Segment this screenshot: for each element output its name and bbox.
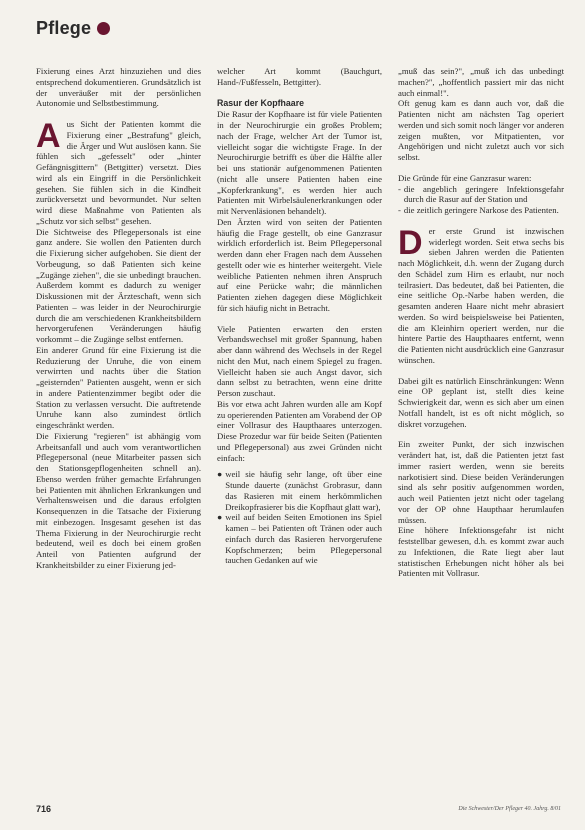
drop-cap-letter: D	[398, 223, 423, 262]
bullet-text: weil sie häufig sehr lange, oft über eine Stunde dauerte (zunächst Grobrasur, dann das Rasieren mit einem herkömmlichen Dreikopfrasierer bis die Kopfhaut glatt war),	[225, 469, 382, 512]
paragraph: Die Sichtweise des Pflegepersonals ist eine ganz andere. Sie wollen den Patienten durch die Fixierung sicher aufgehoben. Sie dient der Vorbeugung, so daß Patienten sich keine „Zugänge ziehen", die sie unbedingt brauchen. Außerdem kommt es dadurch zu weniger Diskussionen mit der Ärzteschaft, wenn sich Patienten – was leider in der Neurochirurgie durch die am verschiedenen Krankheitsbildern hervorgerufenen Veränderungen häufig vorkommt – die Zugänge selbst entfernen.	[36, 226, 201, 344]
paragraph: Bis vor etwa acht Jahren wurden alle am Kopf zu operierenden Patienten am Vorabend der OP einer Vollrasur des Haupthaares unterzogen. Diese Prozedur war für beide Seiten (Patienten und Pflegepersonal) aus zwei Gründen nicht einfach:	[217, 398, 382, 463]
paragraph: „muß das sein?", „muß ich das unbedingt machen?", „hoffentlich passiert mir das nicht auch einmal!".	[398, 66, 564, 98]
section-header	[36, 15, 110, 41]
bullet-item	[217, 512, 382, 566]
text-column-2	[217, 66, 382, 566]
paragraph: Den Ärzten wird von seiten der Patienten häufig die Frage gestellt, ob eine Ganzrasur wirklich erforderlich ist. Beim Pflegepersonal werden dann eher Fragen nach dem Aussehen gestellt oder wie es hinterher weitergeht. Viele weibliche Patienten nehmen ihren Anspruch auf eine Perücke wahr; die männlichen Patienten ziehen dagegen diese Möglichkeit für sich häufig nicht in Betracht.	[217, 216, 382, 313]
bullet-item	[217, 469, 382, 512]
dash-icon: -	[398, 205, 401, 215]
paragraph: Viele Patienten erwarten den ersten Verbandswechsel mit großer Spannung, haben aber dann während des Wechsels in der Regel nicht den Mut, nach einem Spiegel zu fragen. Vielleicht haben sie auch Angst davor, sich dann selbst zu betrachten, wenn eine dritte Person zuschaut.	[217, 323, 382, 398]
list-item	[398, 184, 564, 206]
dash-icon: -	[398, 183, 401, 194]
list-item-text: die angeblich geringere Infektionsgefahr durch die Rasur auf der Station und	[403, 183, 564, 205]
bullet-text: weil auf beiden Seiten Emotionen ins Spiel kamen – bei Patienten oft Tränen oder auch einfach durch das Rasieren hervorgerufene Kopfschmerzen; beim Pflegepersonal tauchen Gedanken auf wie	[225, 512, 382, 566]
section-title: Pflege	[36, 17, 92, 38]
paragraph: Eine höhere Infektionsgefahr ist nicht feststellbar gewesen, d.h. es kommt zwar auch zu Infektionen, die Rate liegt aber laut statistischen Erhebungen nicht höher als bei Patienten mit Vollrasur.	[398, 525, 564, 579]
paragraph: Fixierung eines Arzt hinzuziehen und dies entsprechend dokumentieren. Grundsätzlich ist der unveräußer mit der persönlichen Autonomie und Selbstbestimmung.	[36, 66, 201, 109]
text-column-1	[36, 66, 201, 571]
journal-citation: Die Schwester/Der Pfleger 40. Jahrg. 8/01	[458, 806, 561, 812]
paragraph: Die Rasur der Kopfhaare ist für viele Patienten in der Neurochirurgie ein großes Problem; nach der Frage, welcher Art der Tumor ist, vielleicht sogar die wichtigste Frage. In der Neurochirurgie betrifft es über die Hälfte aller bei uns stationär aufgenommenen Patienten (nicht alle unsere Patienten haben eine „Kopferkrankung", es werden hier auch Patienten mit Wirbelsäulenerkrankungen oder mit Nervenläsionen behandelt).	[217, 109, 382, 216]
subheading: Rasur der Kopfhaare	[217, 97, 305, 108]
bullet-icon: ●	[217, 469, 223, 480]
page-number: 716	[36, 804, 52, 814]
paragraph: Die Fixierung "regieren" ist abhängig vom Arbeitsanfall und auch vom verantwortlichen Pflegepersonal (neue Mitarbeiter passen sich den Stationsgepflogenheiten schnell an). Ebenso werden früher gemachte Erfahrungen bei Patienten mit ähnlichen Erkrankungen und Verhaltensweisen und die daraus erfolgten Konsequenzen in die Tatsache der Fixierung mit einbezogen. Insgesamt gesehen ist das Thema Fixierung in der Neurochirurgie recht bedeutend, weil es doch bei einem großen Anteil von Patienten aufgrund der Krankheitsbilder zu einer Fixierung jed-	[36, 430, 201, 570]
paragraph: Dabei gilt es natürlich Einschränkungen: Wenn eine OP geplant ist, stellt dies keine Schwierigkeit dar, wenn es sich aber um einen Notfall handelt, ist es oft nicht möglich, so diskret vorzugehen.	[398, 375, 564, 429]
paragraph: Oft genug kam es dann auch vor, daß die Patienten nicht am nächsten Tag operiert werden und sich somit noch länger vor anderen zeigen mußten, vor Mitpatienten, vor Angehörigen und nicht zuletzt auch vor sich selbst.	[398, 98, 564, 162]
drop-cap-letter: A	[36, 117, 61, 155]
section-dot-icon	[97, 22, 110, 35]
paragraph-dropcap	[36, 119, 201, 227]
paragraph-dropcap	[398, 223, 564, 366]
paragraph: Ein anderer Grund für eine Fixierung ist die Reduzierung der Unruhe, die von einem verwirrten und nachts über die Station „geisternden" Patienten ausgeht, wenn er sich in andere Patientenzimmer begibt oder die Station zu verlassen versucht. Die auftretende Unruhe kann also zumindest örtlich eingeschränkt werden.	[36, 344, 201, 430]
text-column-3	[398, 66, 564, 579]
bullet-icon: ●	[217, 512, 223, 523]
reason-list	[398, 184, 564, 216]
paragraph-text: us Sicht der Patienten kommt die Fixierung einer „Bestrafung" gleich, die Ärger und Wut auslösen kann. Sie fühlen sich „gefesselt" oder „hinter Gefängnisgittern" (Bettgitter) versetzt. Dies wird als ein Eingriff in die Persönlichkeit gesehen. Sie fühlen sich in die Kindheit zurückversetzt und bevormundet. Nur selten wird diese Maßnahme von Patienten als „Schutz vor sich selbst" gesehen.	[36, 119, 201, 226]
paragraph: welcher Art kommt (Bauchgurt, Hand-/Fußfesseln, Bettgitter).	[217, 66, 382, 87]
paragraph: Ein zweiter Punkt, der sich inzwischen verändert hat, ist, daß die Patienten jetzt fast immer rasiert werden, wenn sie bereits narkotisiert sind. Diese beiden Veränderungen sind als sehr positiv aufgenommen worden, auch weil Patienten jetzt nicht oder tagelang vor der OP ohne Haupthaar herumlaufen müssen.	[398, 439, 564, 525]
paragraph: Die Gründe für eine Ganzrasur waren:	[398, 172, 532, 183]
list-item-text: die zeitlich geringere Narkose des Patienten.	[403, 205, 559, 215]
list-item	[398, 205, 564, 216]
paragraph-text: er erste Grund ist inzwischen widerlegt worden. Seit etwa sechs bis sieben Jahren werden die Patienten nach Möglichkeit, d.h. wenn der Zugang durch den Schädel zum Hirn es erlaubt, nur noch teilrasiert. Das bedeutet, daß bei Patienten, die eine seitliche Op.-Narbe haben werden, die gesamten anderen Haare nicht mehr abrasiert werden. So wird beispielsweise bei Patienten, die am Kleinhirn operiert werden, nur die hintere Partie des Haupthaares entfernt, wenn die Patienten nicht ausdrücklich eine Ganzrasur wünschen.	[398, 225, 564, 365]
